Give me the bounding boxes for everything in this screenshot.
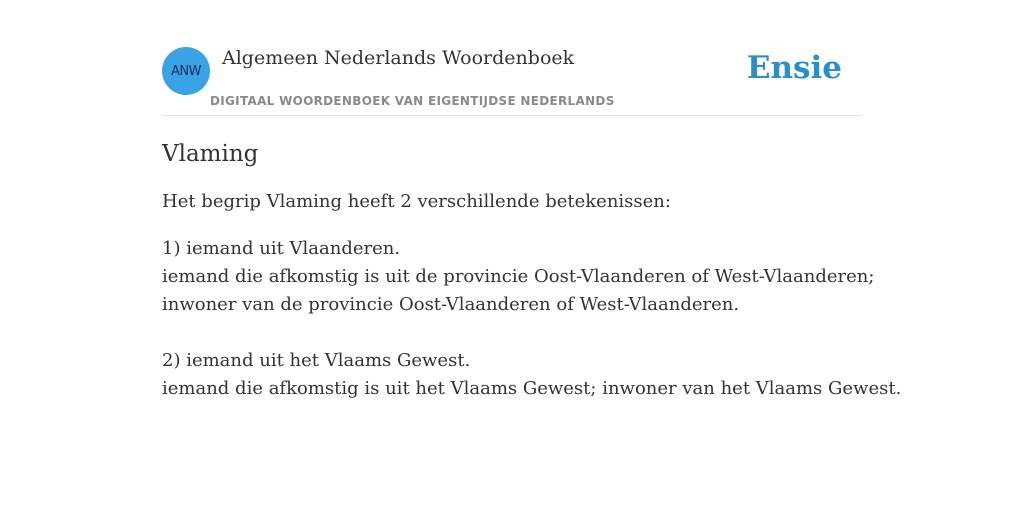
site-title-link[interactable]: Algemeen Nederlands Woordenboek [222, 47, 575, 69]
entry-intro: Het begrip Vlaming heeft 2 verschillende betekenissen: [162, 191, 671, 212]
site-subtitle: DIGITAAL WOORDENBOEK VAN EIGENTIJDSE NEDERLANDS [210, 94, 615, 108]
meaning-line: iemand die afkomstig is uit de provincie Oost-Vlaanderen of West-Vlaanderen; [162, 266, 875, 287]
meaning-line: iemand die afkomstig is uit het Vlaams Gewest; inwoner van het Vlaams Gewest. [162, 378, 902, 399]
ensie-logo-link[interactable]: Ensie [746, 50, 842, 86]
anw-logo[interactable] [162, 47, 210, 95]
meaning-2 [162, 347, 902, 403]
meaning-heading: 2) iemand uit het Vlaams Gewest. [162, 350, 471, 371]
entry-term: Vlaming [162, 141, 259, 167]
site-header [162, 44, 862, 116]
meaning-heading: 1) iemand uit Vlaanderen. [162, 238, 401, 259]
entry-content [162, 138, 902, 403]
anw-logo-text: ANW [171, 63, 201, 79]
meaning-1 [162, 235, 882, 319]
header-divider [162, 115, 862, 116]
meaning-line: inwoner van de provincie Oost-Vlaanderen of West-Vlaanderen. [162, 294, 740, 315]
